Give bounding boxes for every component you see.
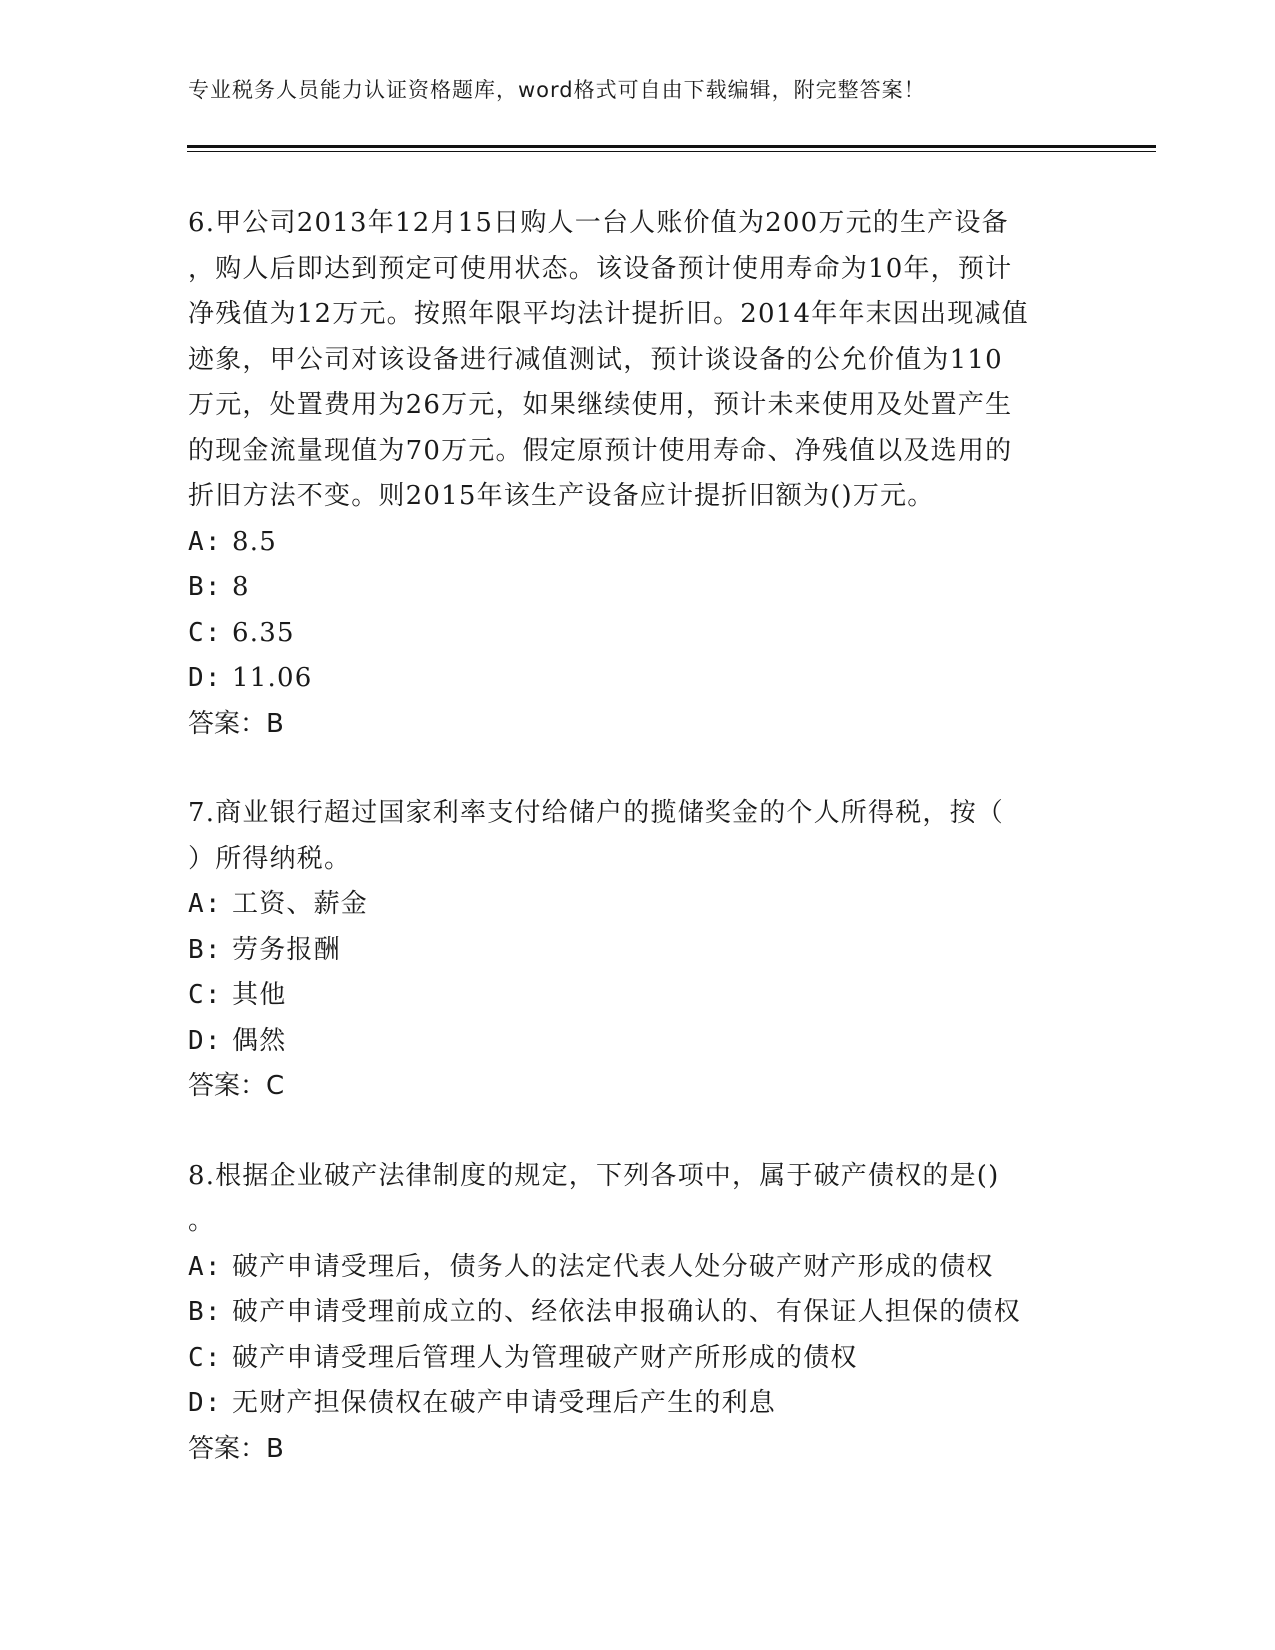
option-text: 11.06	[232, 663, 313, 693]
question-7	[188, 791, 1088, 1110]
answer-label: 答案：B	[188, 708, 284, 739]
header-rule-thick	[187, 145, 1156, 148]
option-letter: A:	[188, 889, 222, 919]
option-letter: A:	[188, 1251, 222, 1282]
option-text: 工资、薪金	[232, 889, 369, 919]
option-text: 破产申请受理前成立的、经依法申报确认的、有保证人担保的债权	[232, 1297, 1021, 1327]
question-text-line: 8.根据企业破产法律制度的规定，下列各项中，属于破产债权的是()	[188, 1160, 1000, 1191]
option-letter: C:	[188, 980, 222, 1010]
question-text-line: 迹象，甲公司对该设备进行减值测试，预计谈设备的公允价值为110	[188, 344, 1003, 375]
option-letter: D:	[188, 663, 222, 693]
option-b	[188, 1290, 1088, 1336]
option-text: 8.5	[232, 526, 277, 557]
option-letter: B:	[188, 934, 222, 965]
option-letter: D:	[188, 1388, 222, 1418]
option-letter: D:	[188, 1025, 222, 1056]
question-text-line: ）所得纳税。	[188, 843, 352, 874]
question-text-line: 折旧方法不变。则2015年该生产设备应计提折旧额为()万元。	[188, 481, 935, 511]
question-8	[188, 1154, 1088, 1473]
option-text: 8	[232, 572, 250, 602]
option-b	[188, 565, 1088, 611]
option-c	[188, 973, 1088, 1019]
option-text: 无财产担保债权在破产申请受理后产生的利息	[232, 1388, 777, 1418]
option-a	[188, 1245, 1088, 1291]
question-text-line: 的现金流量现值为70万元。假定原预计使用寿命、净残值以及选用的	[188, 435, 1013, 466]
option-text: 破产申请受理后管理人为管理破产财产所形成的债权	[232, 1342, 858, 1373]
header-rule-thin	[187, 151, 1156, 152]
option-a	[188, 520, 1088, 566]
question-list	[188, 201, 1088, 1472]
option-b	[188, 928, 1088, 974]
option-text: 偶然	[232, 1025, 287, 1056]
page-header: 专业税务人员能力认证资格题库，word格式可自由下载编辑，附完整答案！	[188, 78, 926, 102]
answer-label: 答案：C	[188, 1071, 285, 1101]
option-d	[188, 656, 1088, 702]
option-a	[188, 882, 1088, 928]
option-c	[188, 611, 1088, 657]
option-letter: C:	[188, 1342, 222, 1373]
question-6	[188, 201, 1088, 747]
option-text: 破产申请受理后，债务人的法定代表人处分破产财产形成的债权	[232, 1251, 994, 1282]
option-text: 6.35	[232, 617, 295, 648]
option-letter: C:	[188, 617, 222, 648]
question-text-line: 净残值为12万元。按照年限平均法计提折旧。2014年年末因出现减值	[188, 299, 1029, 329]
option-d	[188, 1381, 1088, 1427]
option-c	[188, 1336, 1088, 1382]
question-text-line: 7.商业银行超过国家利率支付给储户的揽储奖金的个人所得税，按（	[188, 798, 1005, 828]
question-text-line: 万元，处置费用为26万元，如果继续使用，预计未来使用及处置产生	[188, 390, 1013, 420]
option-text: 劳务报酬	[232, 934, 341, 965]
option-text: 其他	[232, 980, 287, 1010]
answer-label: 答案：B	[188, 1433, 284, 1464]
option-letter: B:	[188, 572, 222, 602]
option-letter: A:	[188, 526, 222, 557]
option-letter: B:	[188, 1297, 222, 1327]
question-text-line: 6.甲公司2013年12月15日购人一台人账价值为200万元的生产设备	[188, 208, 1009, 238]
option-d	[188, 1019, 1088, 1065]
question-text-line: 。	[188, 1206, 216, 1236]
question-text-line: ，购人后即达到预定可使用状态。该设备预计使用寿命为10年，预计	[188, 253, 1013, 284]
